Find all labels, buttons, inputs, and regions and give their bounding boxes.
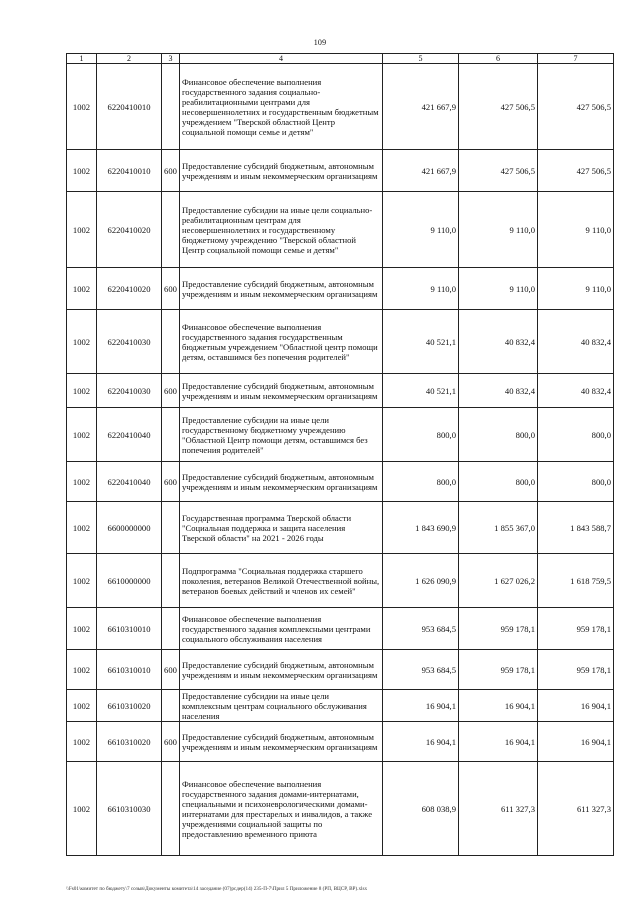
- cell-target-code: 6610310010: [97, 650, 162, 690]
- cell-amount-col5: 40 521,1: [383, 374, 459, 408]
- cell-amount-col7: 800,0: [538, 408, 614, 462]
- cell-amount-col6: 9 110,0: [459, 268, 538, 310]
- cell-expense-type: 600: [162, 268, 180, 310]
- cell-description: Финансовое обеспечение выполнения государственного задания социально-реабилитационными центрами для несовершеннолетних и государственным бюджетным учреждением "Тверской областной Центр социальной помощи семье и детям": [180, 64, 383, 150]
- cell-razdel: 1002: [67, 462, 97, 502]
- cell-expense-type: [162, 310, 180, 374]
- cell-description: Предоставление субсидии на иные цели комплексным центрам социального обслуживания населения: [180, 690, 383, 722]
- cell-description: Предоставление субсидии на иные цели социально-реабилитационным центрам для несовершеннолетних и государственному бюджетному учреждению "Тверской областной Центр социальной помощи семье и детям": [180, 192, 383, 268]
- cell-amount-col5: 800,0: [383, 408, 459, 462]
- cell-razdel: 1002: [67, 554, 97, 608]
- cell-amount-col7: 1 618 759,5: [538, 554, 614, 608]
- col-header-1: 1: [67, 54, 97, 64]
- cell-description: Подпрограмма "Социальная поддержка старшего поколения, ветеранов Великой Отечественной войны, ветеранов боевых действий и членов их семей": [180, 554, 383, 608]
- cell-amount-col5: 40 521,1: [383, 310, 459, 374]
- cell-amount-col6: 9 110,0: [459, 192, 538, 268]
- cell-razdel: 1002: [67, 64, 97, 150]
- cell-expense-type: [162, 690, 180, 722]
- cell-target-code: 6610310020: [97, 690, 162, 722]
- budget-table: [66, 53, 614, 856]
- col-header-3: 3: [162, 54, 180, 64]
- cell-amount-col6: 427 506,5: [459, 64, 538, 150]
- cell-amount-col5: 1 626 090,9: [383, 554, 459, 608]
- cell-description: Предоставление субсидий бюджетным, автономным учреждениям и иным некоммерческим организациям: [180, 374, 383, 408]
- col-header-4: 4: [180, 54, 383, 64]
- cell-expense-type: [162, 408, 180, 462]
- cell-amount-col6: 40 832,4: [459, 374, 538, 408]
- table-body: [67, 64, 614, 856]
- cell-target-code: 6220410020: [97, 268, 162, 310]
- cell-razdel: 1002: [67, 408, 97, 462]
- table-row: [67, 650, 614, 690]
- cell-amount-col7: 611 327,3: [538, 762, 614, 856]
- cell-target-code: 6220410020: [97, 192, 162, 268]
- table-row: [67, 192, 614, 268]
- cell-amount-col5: 953 684,5: [383, 608, 459, 650]
- cell-amount-col7: 16 904,1: [538, 690, 614, 722]
- cell-description: Предоставление субсидий бюджетным, автономным учреждениям и иным некоммерческим организациям: [180, 150, 383, 192]
- cell-razdel: 1002: [67, 722, 97, 762]
- cell-amount-col7: 16 904,1: [538, 722, 614, 762]
- cell-description: Предоставление субсидий бюджетным, автономным учреждениям и иным некоммерческим организациям: [180, 722, 383, 762]
- cell-description: Государственная программа Тверской области "Социальная поддержка и защита населения Тверской области" на 2021 - 2026 годы: [180, 502, 383, 554]
- cell-target-code: 6610000000: [97, 554, 162, 608]
- cell-amount-col6: 16 904,1: [459, 722, 538, 762]
- cell-expense-type: 600: [162, 374, 180, 408]
- cell-amount-col7: 9 110,0: [538, 192, 614, 268]
- cell-description: Предоставление субсидий бюджетным, автономным учреждениям и иным некоммерческим организациям: [180, 268, 383, 310]
- cell-razdel: 1002: [67, 150, 97, 192]
- cell-expense-type: 600: [162, 650, 180, 690]
- col-header-6: 6: [459, 54, 538, 64]
- cell-description: Финансовое обеспечение выполнения государственного задания комплексными центрами социального обслуживания населения: [180, 608, 383, 650]
- table-row: [67, 762, 614, 856]
- cell-expense-type: 600: [162, 462, 180, 502]
- cell-target-code: 6610310010: [97, 608, 162, 650]
- cell-amount-col6: 40 832,4: [459, 310, 538, 374]
- cell-amount-col6: 1 855 367,0: [459, 502, 538, 554]
- cell-amount-col7: 800,0: [538, 462, 614, 502]
- cell-razdel: 1002: [67, 310, 97, 374]
- cell-expense-type: [162, 554, 180, 608]
- table-row: [67, 462, 614, 502]
- cell-description: Предоставление субсидий бюджетным, автономным учреждениям и иным некоммерческим организациям: [180, 462, 383, 502]
- cell-amount-col6: 959 178,1: [459, 608, 538, 650]
- cell-amount-col6: 611 327,3: [459, 762, 538, 856]
- cell-description: Финансовое обеспечение выполнения государственного задания домами-интернатами, специальными и психоневрологическими домами-интернатами для престарелых и инвалидов, а также учреждениями социальной защиты по предоставлению временного приюта: [180, 762, 383, 856]
- table-row: [67, 408, 614, 462]
- table-row: [67, 374, 614, 408]
- cell-target-code: 6220410010: [97, 150, 162, 192]
- cell-amount-col5: 953 684,5: [383, 650, 459, 690]
- cell-razdel: 1002: [67, 502, 97, 554]
- cell-description: Финансовое обеспечение выполнения государственного задания государственным бюджетным учреждением "Областной центр помощи детям, оставшимся без попечения родителей": [180, 310, 383, 374]
- cell-amount-col7: 959 178,1: [538, 608, 614, 650]
- cell-amount-col5: 1 843 690,9: [383, 502, 459, 554]
- col-header-7: 7: [538, 54, 614, 64]
- cell-expense-type: [162, 762, 180, 856]
- cell-amount-col5: 608 038,9: [383, 762, 459, 856]
- cell-amount-col6: 427 506,5: [459, 150, 538, 192]
- table-row: [67, 722, 614, 762]
- table-row: [67, 150, 614, 192]
- page-number: 109: [313, 38, 327, 47]
- cell-amount-col5: 800,0: [383, 462, 459, 502]
- cell-amount-col5: 16 904,1: [383, 722, 459, 762]
- cell-target-code: 6220410040: [97, 462, 162, 502]
- col-header-2: 2: [97, 54, 162, 64]
- cell-razdel: 1002: [67, 374, 97, 408]
- cell-amount-col5: 421 667,9: [383, 64, 459, 150]
- cell-expense-type: 600: [162, 150, 180, 192]
- cell-target-code: 6600000000: [97, 502, 162, 554]
- cell-target-code: 6610310020: [97, 722, 162, 762]
- cell-amount-col7: 9 110,0: [538, 268, 614, 310]
- cell-target-code: 6220410030: [97, 374, 162, 408]
- cell-razdel: 1002: [67, 762, 97, 856]
- table-row: [67, 554, 614, 608]
- table-row: [67, 64, 614, 150]
- cell-amount-col7: 427 506,5: [538, 150, 614, 192]
- cell-amount-col7: 40 832,4: [538, 310, 614, 374]
- cell-amount-col6: 800,0: [459, 408, 538, 462]
- footer-file-path: \\Fs01\комитет по бюджету\7 созыв\Документы комитета\14 заседание (07)рсдер(14) 235-П-7\Прил 5 Приложение 8 (РП, ВЦСР, ВР).xlsx: [66, 886, 368, 892]
- cell-razdel: 1002: [67, 268, 97, 310]
- cell-amount-col5: 16 904,1: [383, 690, 459, 722]
- cell-amount-col7: 959 178,1: [538, 650, 614, 690]
- cell-amount-col6: 959 178,1: [459, 650, 538, 690]
- table-row: [67, 502, 614, 554]
- cell-amount-col6: 1 627 026,2: [459, 554, 538, 608]
- cell-amount-col5: 9 110,0: [383, 192, 459, 268]
- cell-description: Предоставление субсидий бюджетным, автономным учреждениям и иным некоммерческим организациям: [180, 650, 383, 690]
- cell-amount-col7: 427 506,5: [538, 64, 614, 150]
- cell-razdel: 1002: [67, 608, 97, 650]
- cell-target-code: 6220410040: [97, 408, 162, 462]
- cell-amount-col6: 16 904,1: [459, 690, 538, 722]
- cell-amount-col7: 1 843 588,7: [538, 502, 614, 554]
- table-row: [67, 268, 614, 310]
- cell-razdel: 1002: [67, 192, 97, 268]
- cell-target-code: 6220410010: [97, 64, 162, 150]
- cell-razdel: 1002: [67, 650, 97, 690]
- col-header-5: 5: [383, 54, 459, 64]
- cell-expense-type: [162, 192, 180, 268]
- cell-amount-col6: 800,0: [459, 462, 538, 502]
- table-row: [67, 310, 614, 374]
- cell-description: Предоставление субсидии на иные цели государственному бюджетному учреждению "Областной Центр помощи детям, оставшимся без попечения родителей": [180, 408, 383, 462]
- table-row: [67, 690, 614, 722]
- table-row: [67, 608, 614, 650]
- cell-expense-type: 600: [162, 722, 180, 762]
- cell-expense-type: [162, 608, 180, 650]
- cell-amount-col5: 421 667,9: [383, 150, 459, 192]
- column-number-row: [67, 54, 614, 64]
- cell-razdel: 1002: [67, 690, 97, 722]
- cell-expense-type: [162, 64, 180, 150]
- cell-amount-col5: 9 110,0: [383, 268, 459, 310]
- cell-expense-type: [162, 502, 180, 554]
- cell-target-code: 6610310030: [97, 762, 162, 856]
- cell-target-code: 6220410030: [97, 310, 162, 374]
- cell-amount-col7: 40 832,4: [538, 374, 614, 408]
